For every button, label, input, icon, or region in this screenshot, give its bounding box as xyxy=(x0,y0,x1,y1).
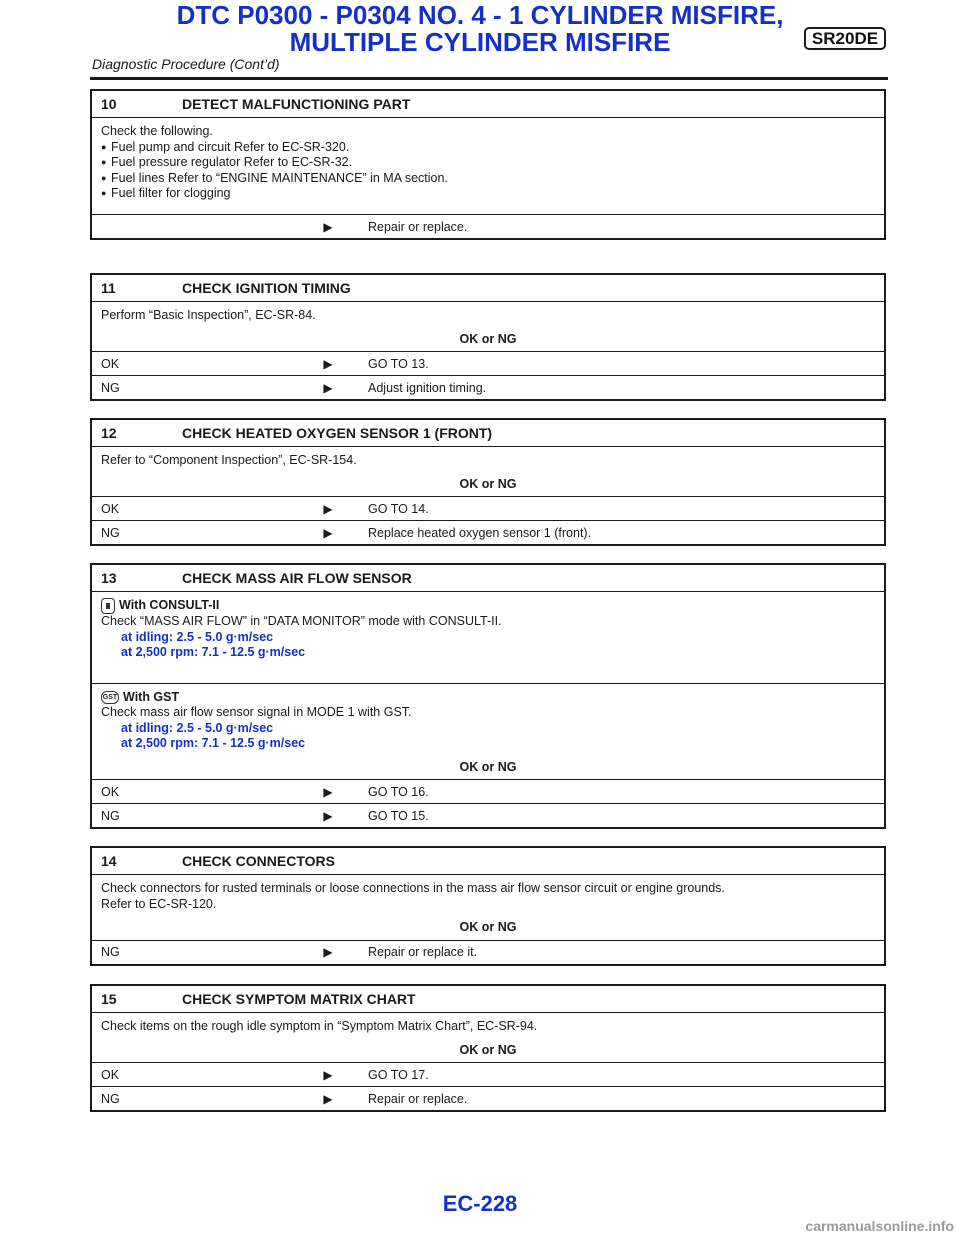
step-13 xyxy=(90,563,886,829)
spec-value: at 2,500 rpm: 7.1 - 12.5 g·m/sec xyxy=(121,645,306,659)
step-number: 12 xyxy=(101,425,117,441)
step-intro: Check connectors for rusted terminals or loose connections in the mass air flow sensor circuit or engine grounds. xyxy=(101,881,725,895)
ok-ng-label: OK or NG xyxy=(459,331,517,346)
result-text: Replace heated oxygen sensor 1 (front). xyxy=(368,525,592,540)
arrow-right-icon: ▶ xyxy=(323,380,333,395)
gst-tool-icon: GST xyxy=(101,691,119,704)
result-label: NG xyxy=(101,380,120,395)
arrow-right-icon: ▶ xyxy=(323,501,333,516)
step-header xyxy=(92,848,884,875)
header-divider xyxy=(90,77,888,80)
step-title: CHECK SYMPTOM MATRIX CHART xyxy=(182,991,416,1007)
result-text: GO TO 16. xyxy=(368,784,429,799)
result-label: NG xyxy=(101,945,120,959)
list-item-text: Fuel filter for clogging xyxy=(111,186,231,200)
step-body xyxy=(92,875,884,940)
list-item xyxy=(101,155,875,171)
result-row xyxy=(92,496,884,520)
bullet-icon: ● xyxy=(101,157,107,167)
list-item xyxy=(101,171,875,187)
consult-instructions: Check “MASS AIR FLOW” in “DATA MONITOR” mode with CONSULT-II. xyxy=(101,614,502,628)
page-subtitle: Diagnostic Procedure (Cont’d) xyxy=(92,56,280,72)
result-row xyxy=(92,520,884,544)
result-row xyxy=(92,375,884,399)
step-body xyxy=(92,118,884,214)
result-text: Repair or replace it. xyxy=(368,945,478,959)
step-number: 10 xyxy=(101,96,117,112)
step-title: DETECT MALFUNCTIONING PART xyxy=(182,96,411,112)
consult-heading-text: With CONSULT-II xyxy=(119,598,220,613)
step-intro: Refer to “Component Inspection”, EC-SR-154. xyxy=(101,453,357,467)
spec-value: at 2,500 rpm: 7.1 - 12.5 g·m/sec xyxy=(121,736,306,750)
step-header xyxy=(92,986,884,1013)
step-reference: Refer to EC-SR-120. xyxy=(101,896,217,911)
ok-ng-label: OK or NG xyxy=(459,759,517,774)
gst-heading-text: With GST xyxy=(123,689,180,704)
title-line-2: MULTIPLE CYLINDER MISFIRE xyxy=(289,27,671,57)
step-body xyxy=(92,1013,884,1062)
arrow-right-icon: ▶ xyxy=(323,1091,333,1106)
step-11 xyxy=(90,273,886,401)
result-label: OK xyxy=(101,784,120,799)
consult-tool-icon xyxy=(101,598,115,614)
result-text: GO TO 15. xyxy=(368,808,429,823)
step-body xyxy=(92,447,884,496)
step-title: CHECK MASS AIR FLOW SENSOR xyxy=(182,570,412,586)
step-number: 15 xyxy=(101,991,117,1007)
watermark: carmanualsonline.info xyxy=(805,1218,954,1234)
list-item xyxy=(101,186,875,202)
gst-instructions: Check mass air flow sensor signal in MODE 1 with GST. xyxy=(101,705,412,719)
result-text: Repair or replace. xyxy=(368,219,468,234)
result-row xyxy=(92,1062,884,1086)
step-15 xyxy=(90,984,886,1112)
bullet-icon: ● xyxy=(101,141,107,152)
result-text: GO TO 14. xyxy=(368,501,429,516)
arrow-right-icon: ▶ xyxy=(323,784,333,799)
result-label: NG xyxy=(101,525,120,540)
list-item xyxy=(101,140,875,156)
list-item-text: Fuel pump and circuit Refer to EC-SR-320. xyxy=(111,139,350,154)
step-10 xyxy=(90,89,886,240)
spec-value: at idling: 2.5 - 5.0 g·m/sec xyxy=(121,629,274,644)
result-text: Adjust ignition timing. xyxy=(368,380,487,395)
title-line-1: DTC P0300 - P0304 NO. 4 - 1 CYLINDER MISFIRE, xyxy=(176,0,784,30)
step-intro: Check the following. xyxy=(101,124,213,138)
section-divider xyxy=(92,683,884,684)
bullet-icon: ● xyxy=(101,188,107,198)
result-row xyxy=(92,1086,884,1110)
ok-ng-label: OK or NG xyxy=(459,476,517,491)
step-14 xyxy=(90,846,886,966)
step-body xyxy=(92,592,884,779)
step-number: 14 xyxy=(101,853,117,869)
consult-heading xyxy=(101,598,875,614)
step-title: CHECK HEATED OXYGEN SENSOR 1 (FRONT) xyxy=(182,425,493,441)
arrow-right-icon: ▶ xyxy=(323,356,333,371)
result-text: GO TO 13. xyxy=(368,356,429,371)
result-text: GO TO 17. xyxy=(368,1067,429,1082)
result-label: OK xyxy=(101,1067,120,1082)
list-item-text: Fuel lines Refer to “ENGINE MAINTENANCE” in MA section. xyxy=(111,170,448,185)
spec-value: at idling: 2.5 - 5.0 g·m/sec xyxy=(121,720,274,735)
step-12 xyxy=(90,418,886,546)
step-intro: Check items on the rough idle symptom in “Symptom Matrix Chart”, EC-SR-94. xyxy=(101,1019,538,1033)
result-row xyxy=(92,779,884,803)
model-badge: SR20DE xyxy=(804,27,886,50)
step-header xyxy=(92,565,884,592)
result-text: Repair or replace. xyxy=(368,1091,468,1106)
ok-ng-label: OK or NG xyxy=(459,1042,517,1057)
page-number: EC-228 xyxy=(442,1191,518,1216)
step-number: 11 xyxy=(101,280,116,296)
step-header xyxy=(92,91,884,118)
result-row xyxy=(92,351,884,375)
result-label: NG xyxy=(101,1091,120,1106)
gst-heading xyxy=(101,690,875,706)
arrow-right-icon: ▶ xyxy=(323,525,333,540)
arrow-right-icon: ▶ xyxy=(323,808,333,823)
step-header xyxy=(92,420,884,447)
result-row xyxy=(92,803,884,827)
arrow-right-icon: ▶ xyxy=(323,945,333,959)
step-intro: Perform “Basic Inspection”, EC-SR-84. xyxy=(101,308,316,322)
step-header xyxy=(92,275,884,302)
list-item-text: Fuel pressure regulator Refer to EC-SR-32. xyxy=(111,155,353,169)
result-row xyxy=(92,940,884,964)
step-title: CHECK IGNITION TIMING xyxy=(182,280,351,296)
result-label: NG xyxy=(101,808,120,823)
result-label: OK xyxy=(101,501,120,516)
bullet-icon: ● xyxy=(101,172,107,183)
arrow-right-icon: ▶ xyxy=(323,1067,333,1082)
step-title: CHECK CONNECTORS xyxy=(182,853,335,869)
step-number: 13 xyxy=(101,570,117,586)
result-row xyxy=(92,214,884,238)
result-label: OK xyxy=(101,356,120,371)
ok-ng-label: OK or NG xyxy=(459,920,517,934)
arrow-right-icon: ▶ xyxy=(323,219,333,234)
step-body xyxy=(92,302,884,351)
